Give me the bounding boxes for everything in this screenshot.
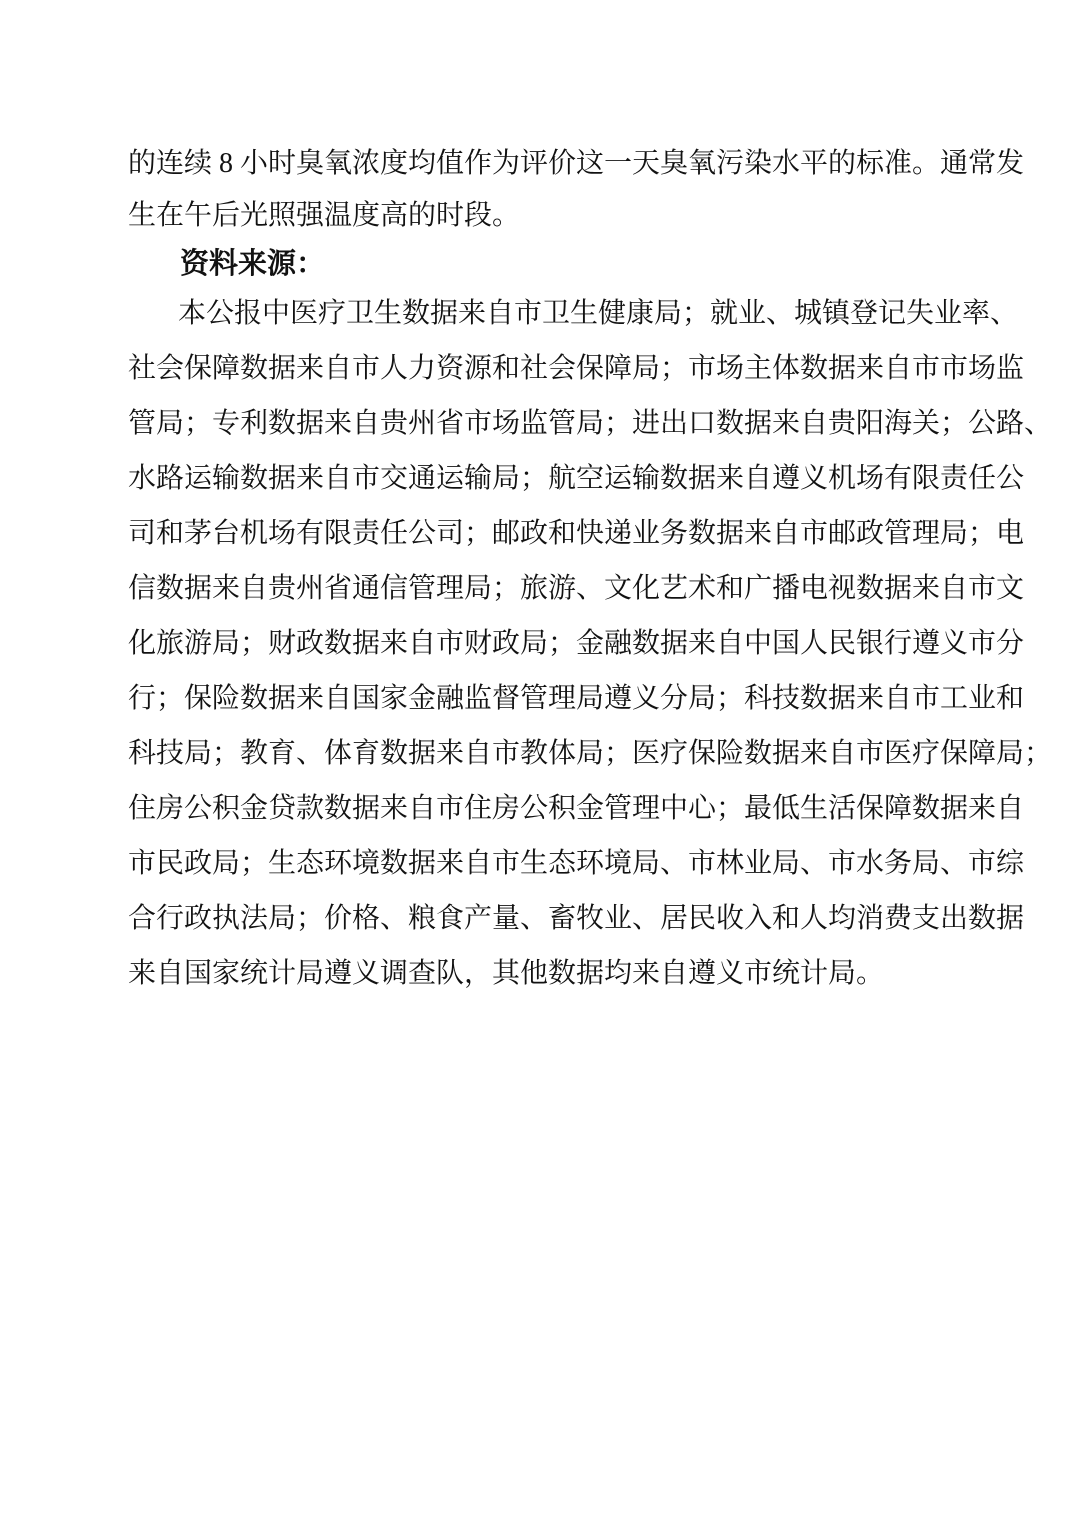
paragraph-data-sources: [128, 286, 1053, 1001]
text-line: 社会保障数据来自市人力资源和社会保障局；市场主体数据来自市市场监: [128, 353, 1025, 384]
source-heading: 资料来源：: [180, 248, 326, 280]
text-line: 水路运输数据来自市交通运输局；航空运输数据来自遵义机场有限责任公: [128, 463, 1025, 494]
text-line: 信数据来自贵州省通信管理局；旅游、文化艺术和广播电视数据来自市文: [128, 573, 1025, 604]
paragraph-ozone-continuation: [128, 138, 1025, 242]
text-line: 合行政执法局；价格、粮食产量、畜牧业、居民收入和人均消费支出数据: [128, 903, 1025, 934]
text-line: 化旅游局；财政数据来自市财政局；金融数据来自中国人民银行遵义市分: [128, 628, 1025, 659]
text-line: 住房公积金贷款数据来自市住房公积金管理中心；最低生活保障数据来自: [128, 793, 1025, 824]
text-line: 生在午后光照强温度高的时段。: [128, 200, 521, 231]
text-line: 行；保险数据来自国家金融监督管理局遵义分局；科技数据来自市工业和: [128, 683, 1025, 714]
text-line: 本公报中医疗卫生数据来自市卫生健康局；就业、城镇登记失业率、: [178, 298, 1019, 329]
text-line: 司和茅台机场有限责任公司；邮政和快递业务数据来自市邮政管理局；电: [128, 518, 1025, 549]
text-line: 科技局；教育、体育数据来自市教体局；医疗保险数据来自市医疗保障局；: [128, 738, 1053, 769]
text-line: 来自国家统计局遵义调查队，其他数据均来自遵义市统计局。: [128, 958, 885, 989]
text-line: 管局；专利数据来自贵州省市场监管局；进出口数据来自贵阳海关；公路、: [128, 408, 1053, 439]
text-line: 的连续 8 小时臭氧浓度均值作为评价这一天臭氧污染水平的标准。通常发: [128, 148, 1025, 179]
text-line: 市民政局；生态环境数据来自市生态环境局、市林业局、市水务局、市综: [128, 848, 1025, 879]
